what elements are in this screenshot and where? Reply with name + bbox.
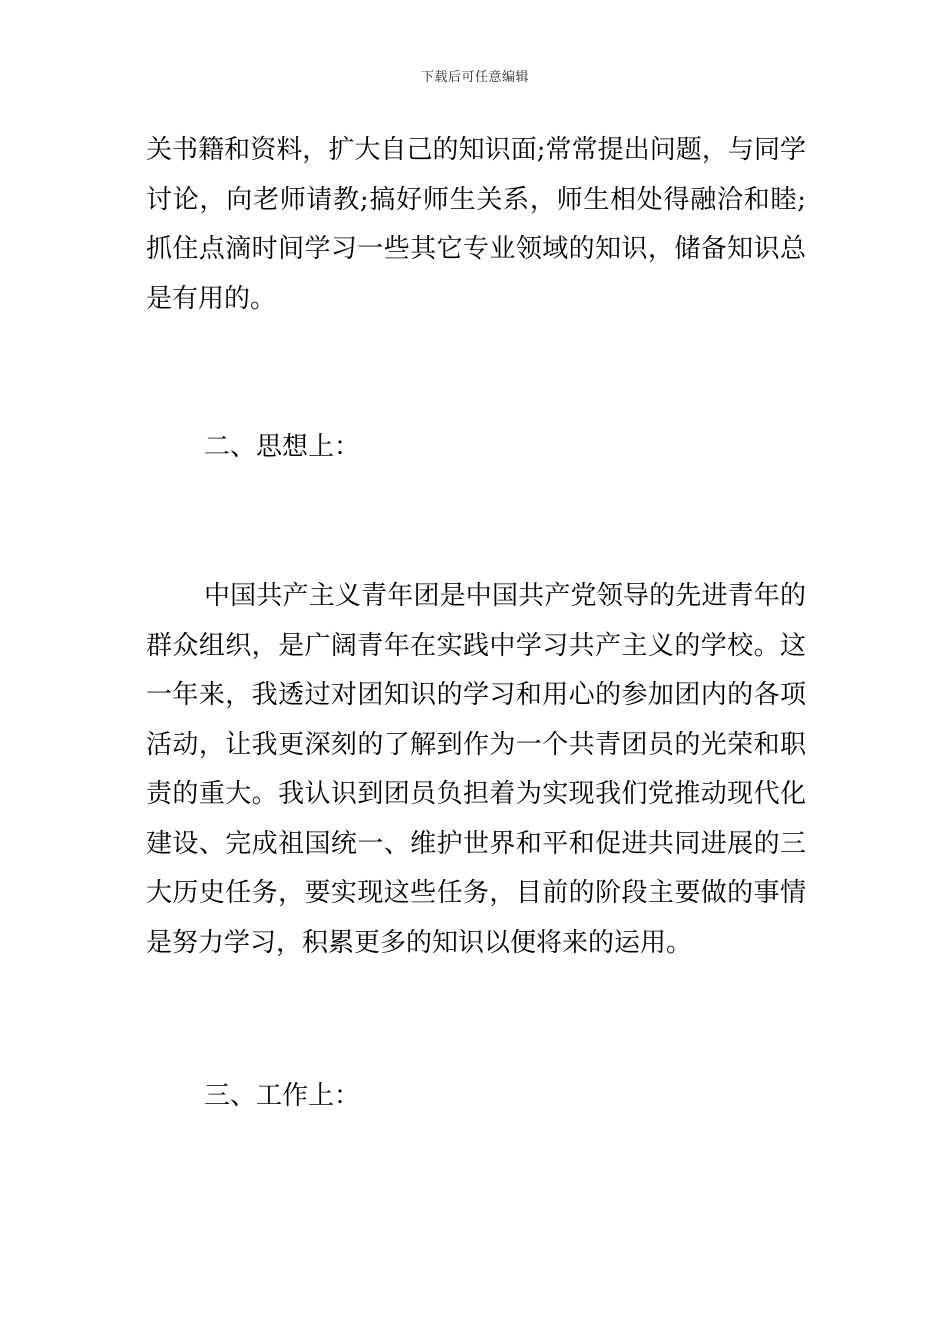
- section-heading-work: 三、工作上：: [204, 1081, 361, 1111]
- page-header: 下载后可任意编辑: [420, 70, 529, 85]
- paragraph-league: 中国共产主义青年团是中国共产党领导的先进青年的群众组织，是广阔青年在实践中学习共产主义的学校。这一年来，我透过对团知识的学习和用心的参加团内的各项活动，让我更深刻的了解到作为一个共青团员的光荣和职责的重大。我认识到团员负担着为实现我们党推动现代化建设、完成祖国统一、维护世界和平和促进共同进展的三大历史任务，要实现这些任务，目前的阶段主要做的事情是努力学习，积累更多的知识以便将来的运用。: [146, 581, 806, 958]
- section-heading-thought: 二、思想上：: [204, 432, 361, 462]
- paragraph-study: 关书籍和资料，扩大自己的知识面;常常提出问题，与同学讨论，向老师请教;搞好师生关系，师生相处得融洽和睦;抓住点滴时间学习一些其它专业领域的知识，储备知识总是有用的。: [146, 135, 806, 314]
